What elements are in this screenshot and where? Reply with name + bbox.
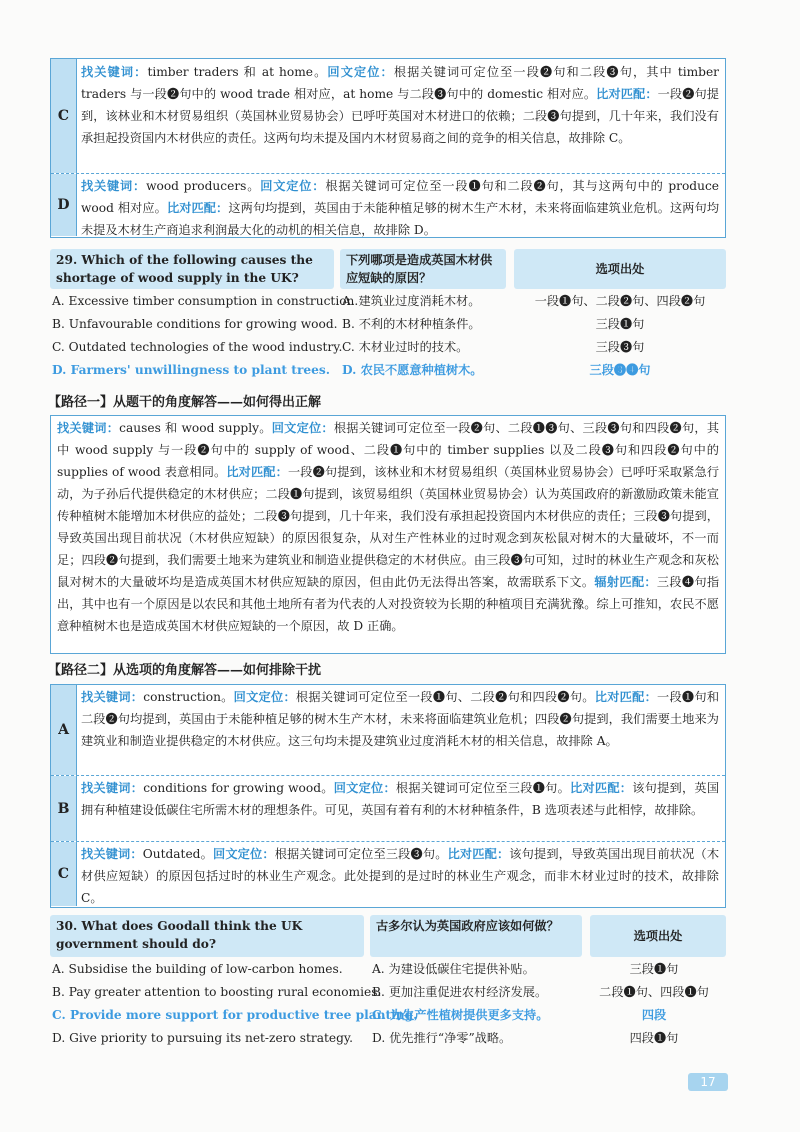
- q28-analysis-box: [50, 58, 726, 238]
- q29-source-header: 选项出处: [514, 249, 726, 289]
- option-en: A. Excessive timber consumption in construction.: [52, 294, 359, 308]
- path2-title: 【路径二】从选项的角度解答——如何排除干扰: [48, 663, 322, 678]
- option-source: 四段❶句: [629, 1031, 679, 1045]
- option-c-analysis: 找关键词：timber traders 和 at home。回文定位：根据关键词可定位至一段❷句和二段❸句，其中 timber traders 与一段❷句中的 wood trade 相对应，at home 与二段❸句中的 domestic 相对应。比对匹配：一段❷句提到，该林业和木材贸易组织（英国林业贸易协会）已呼吁英国对木材进口的依赖；二段❸句提到，几十年来，我们没有承担起投资国内木材供应的责任。这两句均未提及国内木材贸易商之间的竞争的相关信息，故排除 C。: [81, 65, 720, 145]
- option-d-analysis: 找关键词：wood producers。回文定位：根据关键词可定位至一段❶句和二段❷句，其与这两句中的 produce wood 相对应。比对匹配：这两句均提到，英国由于未能种植足够的树木生产木材，未来将面临建筑业危机。这两句均未提及木材生产商追求利润最大化的动机的相关信息，故排除 D。: [81, 179, 720, 237]
- divider: [51, 841, 725, 842]
- option-source: 四段: [641, 1008, 667, 1022]
- option-cn: C. 木材业过时的技术。: [342, 340, 469, 354]
- option-en: D. Farmers' unwillingness to plant trees.: [52, 363, 330, 377]
- q30-question-en: 30. What does Goodall think the UK government should do?: [50, 915, 364, 957]
- option-en: B. Unfavourable conditions for growing wood.: [52, 317, 338, 331]
- option-cn: D. 农民不愿意种植树木。: [342, 363, 483, 377]
- q30-question-cn: 古多尔认为英国政府应该如何做？: [370, 915, 582, 957]
- option-source: 三段❸句: [595, 340, 645, 354]
- option-b-analysis: 找关键词：conditions for growing wood。回文定位：根据关键词可定位至三段❶句。比对匹配：该句提到，英国拥有种植建设低碳住宅所需木材的理想条件。可见，英国有着有利的木材种植条件，B 选项表述与此相悖，故排除。: [81, 781, 720, 817]
- option-en: D. Give priority to pursuing its net-zero strategy.: [52, 1031, 354, 1045]
- option-source: 三段❶句: [595, 317, 645, 331]
- option-c-label: C: [51, 59, 77, 173]
- page-number: 17: [688, 1073, 728, 1091]
- option-en: A. Subsidise the building of low-carbon homes.: [52, 962, 343, 976]
- option-en: C. Outdated technologies of the wood industry.: [52, 340, 343, 354]
- option-cn: C. 为生产性植树提供更多支持。: [372, 1008, 549, 1022]
- divider: [51, 775, 725, 776]
- divider: [51, 173, 725, 174]
- option-cn: B. 不利的木材种植条件。: [342, 317, 481, 331]
- option-source: 三段❶句: [629, 962, 679, 976]
- option-d-label: D: [51, 174, 77, 236]
- option-cn: D. 优先推行“净零”战略。: [372, 1031, 512, 1045]
- q29-question-en: 29. Which of the following causes the shortage of wood supply in the UK?: [50, 249, 334, 289]
- option-cn: A. 建筑业过度消耗木材。: [342, 294, 481, 308]
- option-source: 三段❸❹句: [589, 363, 651, 377]
- option-cn: A. 为建设低碳住宅提供补贴。: [372, 962, 535, 976]
- path1-box: [50, 415, 726, 654]
- path1-title: 【路径一】从题干的角度解答——如何得出正解: [48, 395, 322, 410]
- option-en: B. Pay greater attention to boosting rural economies.: [52, 985, 382, 999]
- option-en: C. Provide more support for productive tree planting.: [52, 1008, 418, 1022]
- option-c-label: C: [51, 842, 77, 906]
- option-b-label: B: [51, 776, 77, 841]
- option-c-analysis: 找关键词：Outdated。回文定位：根据关键词可定位至三段❸句。比对匹配：该句提到，导致英国出现目前状况（木材供应短缺）的原因包括过时的林业生产观念。此处提到的是过时的林业生产观念，而非木材业过时的技术，故排除 C。: [81, 847, 720, 905]
- option-a-analysis: 找关键词：construction。回文定位：根据关键词可定位至一段❶句、二段❷句和四段❷句。比对匹配：一段❶句和二段❷句均提到，英国由于未能种植足够的树木生产木材，未来将面临建筑业危机；四段❷句提到，我们需要土地来为建筑业和制造业提供稳定的木材供应。这三句均未提及建筑业过度消耗木材的相关信息，故排除 A。: [81, 690, 720, 748]
- option-source: 二段❶句、四段❶句: [599, 985, 709, 999]
- path1-text: 找关键词：causes 和 wood supply。回文定位：根据关键词可定位至一段❷句、二段❶❸句、三段❸句和四段❷句，其中 wood supply 与一段❷句中的 supply of wood、二段❶句中的 timber supplies 以及二段❸句和四段❷句中的 supplies of wood 表意相同。比对匹配：一段❷句提到，该林业和木材贸易组织（英国林业贸易协会）已呼吁采取紧急行动，为子孙后代提供稳定的木材供应；二段❶句提到，该贸易组织（英国林业贸易协会）认为英国政府的新激励政策未能宣传种植树木能增加木材供应的益处；二段❸句提到，几十年来，我们没有承担起投资国内木材供应的责任；三段❸句提到，导致英国出现目前状况（木材供应短缺）的原因很复杂，从对生产性林业的过时观念到灰松鼠对树木的大量破坏，不一而足；四段❷句提到，我们需要土地来为建筑业和制造业提供稳定的木材供应。由三段❸句可知，过时的林业生产观念和灰松鼠对树木的大量破坏均是造成英国木材供应短缺的原因，但由此仍无法得出答案，故需联系下文。辐射匹配：三段❹句指出，其中也有一个原因是以农民和其他土地所有者为代表的人对投资较为长期的种植项目充满犹豫。综上可推知，农民不愿意种植树木也是造成英国木材供应短缺的一个原因，故 D 正确。: [57, 421, 720, 633]
- path2-box: [50, 684, 726, 908]
- q30-source-header: 选项出处: [590, 915, 726, 957]
- option-source: 一段❶句、二段❷句、四段❷句: [534, 294, 706, 308]
- option-a-label: A: [51, 685, 77, 775]
- option-cn: B. 更加注重促进农村经济发展。: [372, 985, 548, 999]
- q29-question-cn: 下列哪项是造成英国木材供应短缺的原因？: [340, 249, 506, 289]
